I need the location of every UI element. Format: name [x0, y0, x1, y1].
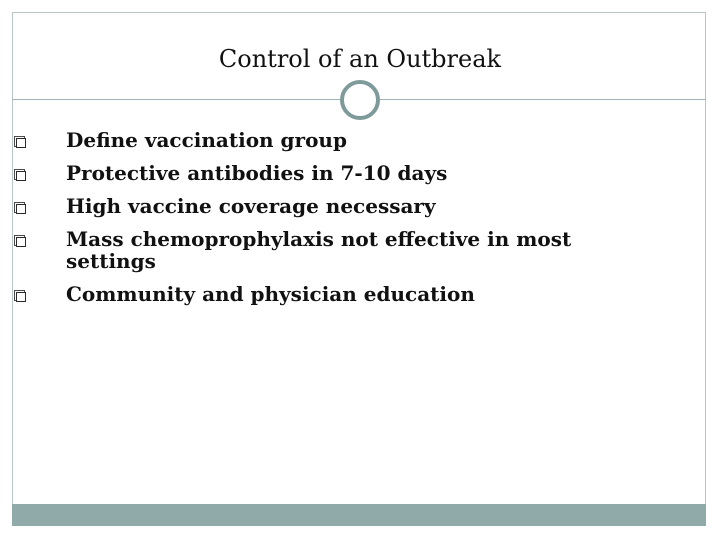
- bullet-text: Protective antibodies in 7-10 days: [66, 161, 448, 185]
- checkbox-square-icon: [14, 169, 26, 181]
- bullet-item: [66, 195, 666, 217]
- divider-ring-icon: [340, 80, 380, 120]
- title-divider-right: [380, 99, 706, 100]
- bullet-item: [66, 228, 666, 272]
- bullet-text: Define vaccination group: [66, 128, 347, 152]
- footer-bar: [12, 504, 706, 526]
- bullet-text: Community and physician education: [66, 282, 475, 306]
- slide-title: Control of an Outbreak: [218, 45, 502, 73]
- bullet-list: [66, 129, 666, 316]
- bullet-item: [66, 283, 666, 305]
- bullet-text: Mass chemoprophylaxis not effective in most settings: [66, 227, 572, 273]
- title-divider-left: [12, 99, 340, 100]
- bullet-item: [66, 162, 666, 184]
- bullet-item: [66, 129, 666, 151]
- checkbox-square-icon: [14, 136, 26, 148]
- checkbox-square-icon: [14, 235, 26, 247]
- checkbox-square-icon: [14, 202, 26, 214]
- bullet-text: High vaccine coverage necessary: [66, 194, 436, 218]
- checkbox-square-icon: [14, 290, 26, 302]
